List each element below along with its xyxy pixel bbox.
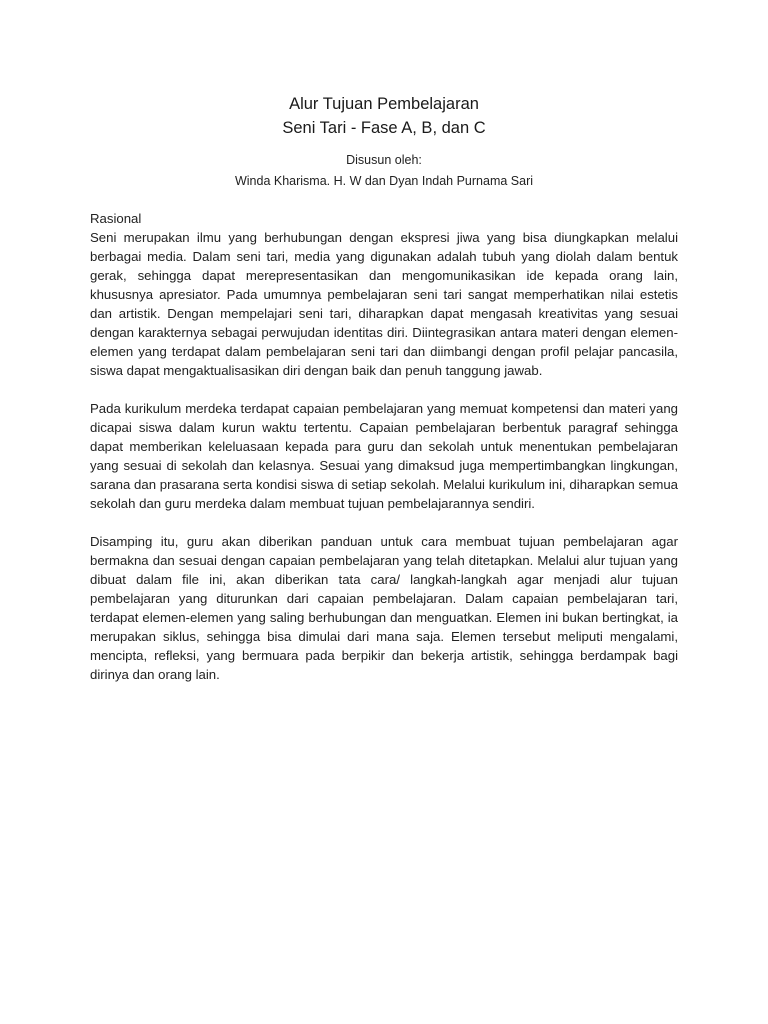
section-heading: Rasional [90, 211, 142, 226]
paragraph: Pada kurikulum merdeka terdapat capaian pembelajaran yang memuat kompetensi dan materi yang dicapai siswa dalam kurun waktu tertentu. Capaian pembelajaran berbentuk paragraf sehingga dapat memberikan keleluasaan kepada para guru dan sekolah untuk menentukan pembelajaran yang sesuai di sekolah dan kelasnya. Sesuai yang dimaksud juga mempertimbangkan lingkungan, sarana dan prasarana serta kondisi siswa di setiap sekolah. Melalui kurikulum ini, diharapkan semua sekolah dan guru merdeka dalam membuat tujuan pembelajarannya sendiri. [90, 401, 678, 511]
paragraph: Seni merupakan ilmu yang berhubungan dengan ekspresi jiwa yang bisa diungkapkan melalui berbagai media. Dalam seni tari, media yang digunakan adalah tubuh yang diolah dalam bentuk gerak, sehingga dapat merepresentasikan dan mengomunikasikan ide kepada orang lain, khususnya apresiator. Pada umumnya pembelajaran seni tari sangat memperhatikan nilai estetis dan artistik. Dengan mempelajari seni tari, diharapkan dapat mengasah kreativitas yang sesuai dengan karakternya sebagai perwujudan identitas diri. Diintegrasikan antara materi dengan elemen-elemen yang terdapat dalam pembelajaran seni tari dan diimbangi dengan profil pelajar pancasila, siswa dapat mengaktualisasikan diri dengan baik dan penuh tanggung jawab. [90, 230, 678, 378]
byline-authors: Winda Kharisma. H. W dan Dyan Indah Purnama Sari [234, 174, 534, 188]
byline-label: Disusun oleh: [346, 153, 422, 167]
title-line-2: Seni Tari - Fase A, B, dan C [282, 119, 486, 137]
document-title [90, 92, 678, 140]
paragraph: Disamping itu, guru akan diberikan panduan untuk cara membuat tujuan pembelajaran agar bermakna dan sesuai dengan capaian pembelajaran yang telah ditetapkan. Melalui alur tujuan yang dibuat dalam file ini, akan diberikan tata cara/ langkah-langkah agar menjadi alur tujuan pembelajaran yang diturunkan dari capaian pembelajaran. Dalam capaian pembelajaran tari, terdapat elemen-elemen yang saling berhubungan dan menguatkan. Elemen ini bukan bertingkat, ia merupakan siklus, sehingga bisa dimulai dari mana saja. Elemen tersebut meliputi mengalami, mencipta, refleksi, yang bermuara pada berpikir dan bekerja artistik, sehingga berdampak bagi dirinya dan orang lain. [90, 534, 678, 682]
title-line-1: Alur Tujuan Pembelajaran [289, 95, 479, 113]
